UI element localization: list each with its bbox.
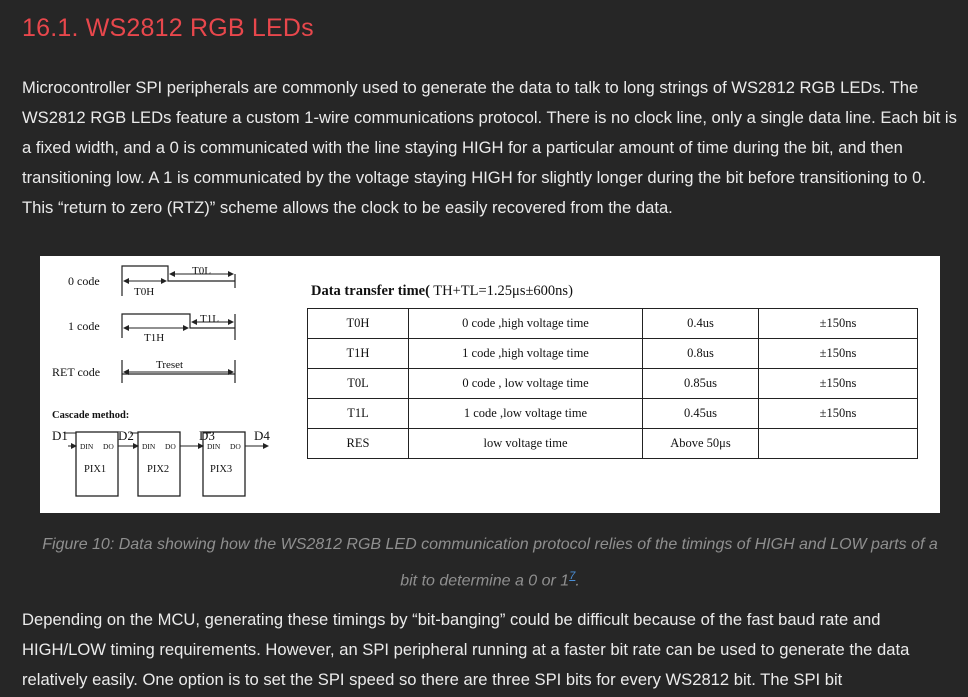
pix1-dout: DO [103, 442, 114, 451]
d4-label: D4 [254, 428, 270, 443]
one-code-label: 1 code [68, 319, 100, 333]
table-row: T1H 1 code ,high voltage time 0.8us ±150ns [308, 339, 918, 369]
timing-table [307, 308, 918, 459]
intro-paragraph: Microcontroller SPI peripherals are commonly used to generate the data to talk to long strings of WS2812 RGB LEDs. The WS2812 RGB LEDs feature a custom 1-wire communications protocol. There is no clock line, only a single data line. Each bit is a fixed width, and a 0 is communicated with the line staying HIGH for a particular amount of time during the bit, and then transitioning low. A 1 is communicated by the voltage staying HIGH for slightly longer during the bit before transitioning to 0. This “return to zero (RTZ)” scheme allows the clock to be easily recovered from the data. [22, 78, 957, 217]
t1h-label: T1H [144, 332, 165, 344]
figure-ws2812-timing [40, 256, 940, 513]
pix3-din: DIN [207, 442, 221, 451]
footnote-link[interactable]: 7 [569, 570, 576, 582]
treset-label: Treset [156, 359, 184, 371]
table-row: RES low voltage time Above 50μs [308, 429, 918, 459]
d3-label: D3 [199, 428, 215, 443]
zero-code-label: 0 code [68, 274, 100, 288]
pix2-din: DIN [142, 442, 156, 451]
table-row: T0L 0 code , low voltage time 0.85us ±150ns [308, 369, 918, 399]
ret-code-label: RET code [52, 365, 101, 379]
d1-label: D1 [52, 428, 68, 443]
t0l-label: T0L [192, 265, 211, 277]
body-paragraph: Depending on the MCU, generating these timings by “bit-banging” could be difficult because of the fast baud rate and HIGH/LOW timing requirements. However, an SPI peripheral running at a faster bit rate can be used to generate the data relatively easily. One option is to set the SPI speed so there are three SPI bits for every WS2812 bit. The SPI bit [22, 610, 910, 689]
section-heading: 16.1. WS2812 RGB LEDs [22, 14, 314, 42]
table-title: Data transfer time( TH+TL=1.25μs±600ns) [311, 283, 573, 299]
figure-caption: Figure 10: Data showing how the WS2812 RGB LED communication protocol relies of the timings of HIGH and LOW parts of a bit to determine a 0 or 1$^7$. [42, 536, 938, 590]
pix1-label: PIX1 [84, 464, 107, 475]
pix3-dout: DO [230, 442, 241, 451]
pix1-din: DIN [80, 442, 94, 451]
table-row: T1L 1 code ,low voltage time 0.45us ±150ns [308, 399, 918, 429]
pix3-label: PIX3 [210, 464, 233, 475]
table-row: T0H 0 code ,high voltage time 0.4us ±150ns [308, 309, 918, 339]
cascade-title: Cascade method: [52, 410, 130, 421]
t0h-label: T0H [134, 286, 155, 298]
t1l-label: T1L [200, 313, 219, 325]
pix2-label: PIX2 [147, 464, 170, 475]
pix2-dout: DO [165, 442, 176, 451]
d2-label: D2 [118, 428, 134, 443]
